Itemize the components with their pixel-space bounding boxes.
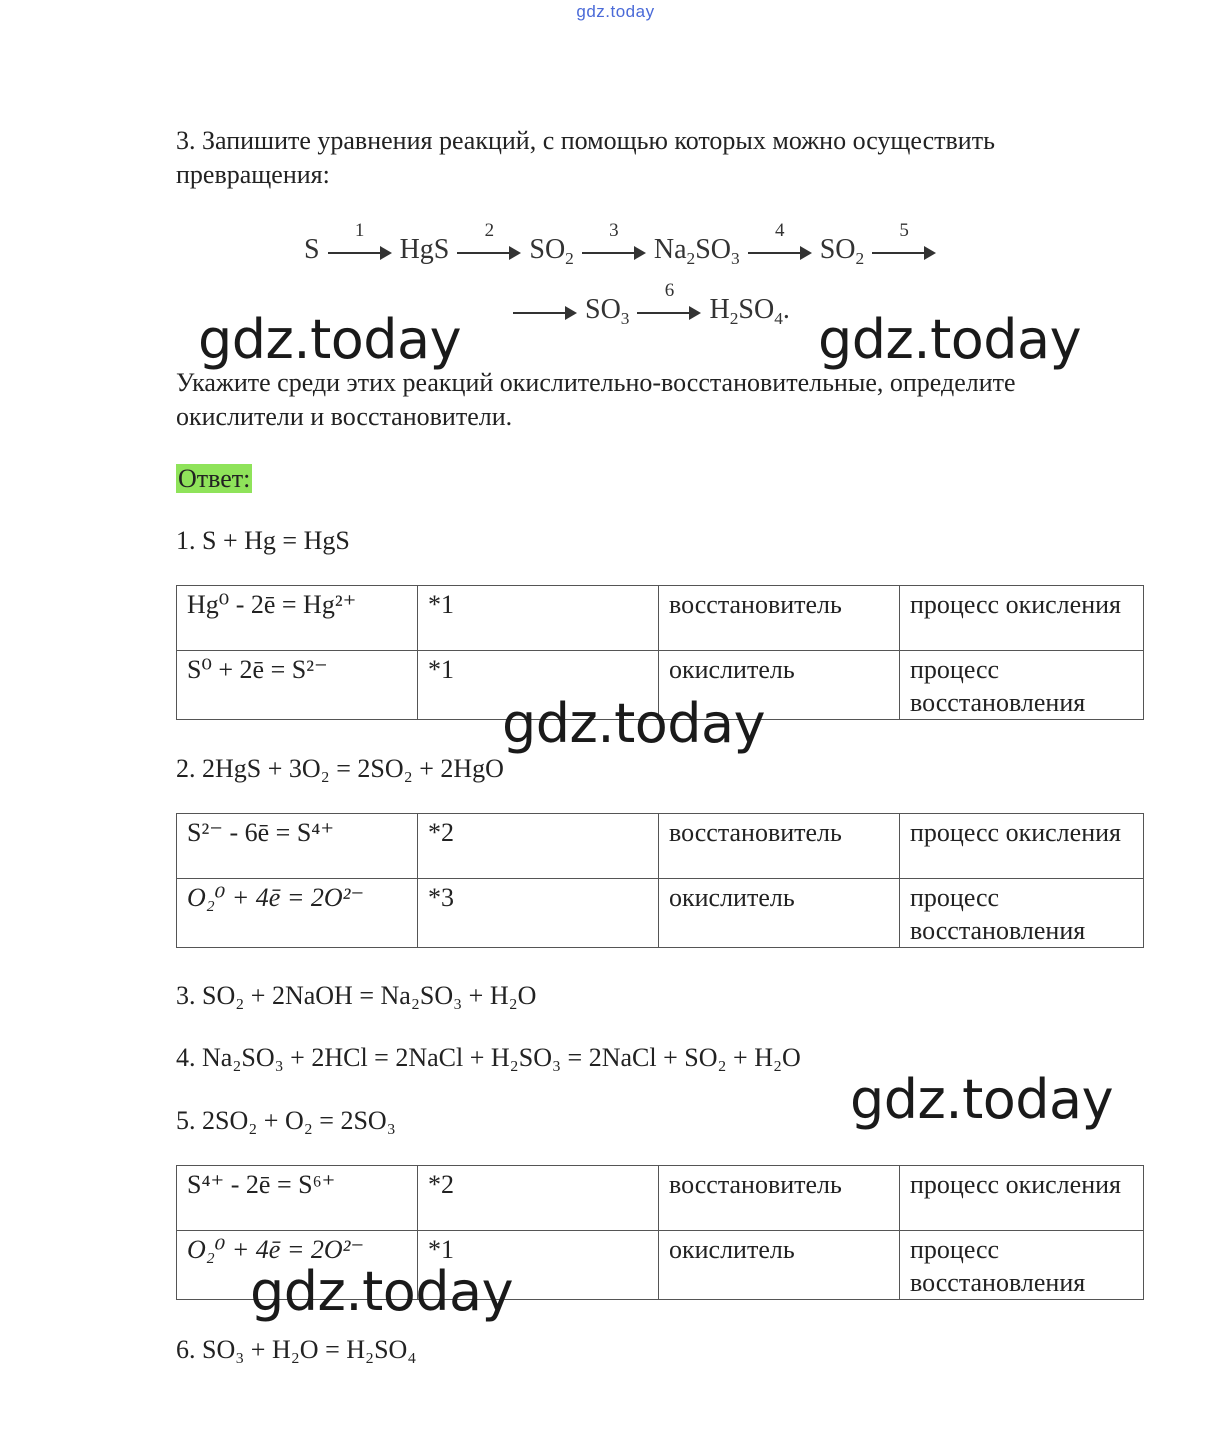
half-equation: O₂⁰ + 4ē = 2O²⁻ [177, 1231, 418, 1300]
reaction-6: 6. SO₃ + H₂O = H₂SO₄ [176, 1335, 417, 1364]
chain-h2so4: $H_2SO_4$. [709, 294, 790, 329]
half-equation: S⁴⁺ - 2ē = S⁶⁺ [177, 1166, 418, 1231]
chain-arrow-4: 4 [748, 242, 812, 262]
chain-line-1 [304, 219, 944, 269]
role: восстановитель [659, 586, 900, 651]
task-question-line1: Укажите среди этих реакций окислительно-восстановительные, определите [176, 368, 1016, 397]
coefficient: *1 [418, 1231, 659, 1300]
coefficient: *3 [418, 879, 659, 948]
chain-so2-b: $SO_2$ [819, 234, 865, 269]
task-intro-line2: превращения: [176, 160, 330, 189]
half-equation: Hg⁰ - 2ē = Hg²⁺ [177, 586, 418, 651]
table-row [177, 1166, 1144, 1231]
task-intro-line1: 3. Запишите уравнения реакций, с помощью которых можно осуществить [176, 126, 995, 155]
process: процесс окисления [900, 586, 1144, 651]
role: окислитель [659, 651, 900, 720]
task-question-line2: окислители и восстановители. [176, 402, 513, 431]
chain-arrow-6: 6 [637, 302, 701, 322]
chain-arrow-1: 1 [328, 242, 392, 262]
process: процесс окисления [900, 814, 1144, 879]
half-equation: S²⁻ - 6ē = S⁴⁺ [177, 814, 418, 879]
watermark-4: gdz.today [850, 1068, 1114, 1131]
reaction-2: 2. 2HgS + 3O₂ = 2SO₂ + 2HgO [176, 754, 504, 783]
coefficient: *2 [418, 1166, 659, 1231]
coefficient: *1 [418, 651, 659, 720]
answer-label: Ответ: [178, 464, 251, 493]
process: процесс восстановления [900, 1231, 1144, 1300]
watermark-2: gdz.today [818, 308, 1082, 371]
role: окислитель [659, 879, 900, 948]
header-watermark: gdz.today [576, 2, 655, 21]
chain-line-2 [505, 279, 790, 329]
process: процесс восстановления [900, 879, 1144, 948]
chain-arrow-2: 2 [457, 242, 521, 262]
reaction-5: 5. 2SO₂ + O₂ = 2SO₃ [176, 1106, 396, 1135]
process: процесс восстановления [900, 651, 1144, 720]
watermark-5: gdz.today [250, 1260, 514, 1323]
reaction-4: 4. Na₂SO₃ + 2HCl = 2NaCl + H₂SO₃ = 2NaCl + SO₂ + H₂O [176, 1043, 801, 1072]
half-equation: O₂⁰ + 4ē = 2O²⁻ [177, 879, 418, 948]
role: окислитель [659, 1231, 900, 1300]
watermark-3: gdz.today [502, 692, 766, 755]
process: процесс окисления [900, 1166, 1144, 1231]
coefficient: *1 [418, 586, 659, 651]
half-equation: S⁰ + 2ē = S²⁻ [177, 651, 418, 720]
chain-s: S [304, 234, 320, 265]
chain-so3: $SO_3$ [585, 294, 630, 329]
role: восстановитель [659, 1166, 900, 1231]
redox-table-2 [176, 813, 1144, 948]
watermark-1: gdz.today [198, 308, 462, 371]
role: восстановитель [659, 814, 900, 879]
chain-arrow-5: 5 [872, 242, 936, 262]
table-row [177, 586, 1144, 651]
table-row [177, 814, 1144, 879]
chain-arrow-cont [513, 302, 577, 322]
chain-hgs: HgS [399, 234, 450, 265]
chain-so2: $SO_2$ [529, 234, 574, 269]
table-row [177, 879, 1144, 948]
chain-arrow-3: 3 [582, 242, 646, 262]
reaction-3: 3. SO₂ + 2NaOH = Na₂SO₃ + H₂O [176, 981, 537, 1010]
chain-na2so3: $Na_2SO_3$ [653, 234, 740, 269]
coefficient: *2 [418, 814, 659, 879]
reaction-1: 1. S + Hg = HgS [176, 526, 350, 555]
